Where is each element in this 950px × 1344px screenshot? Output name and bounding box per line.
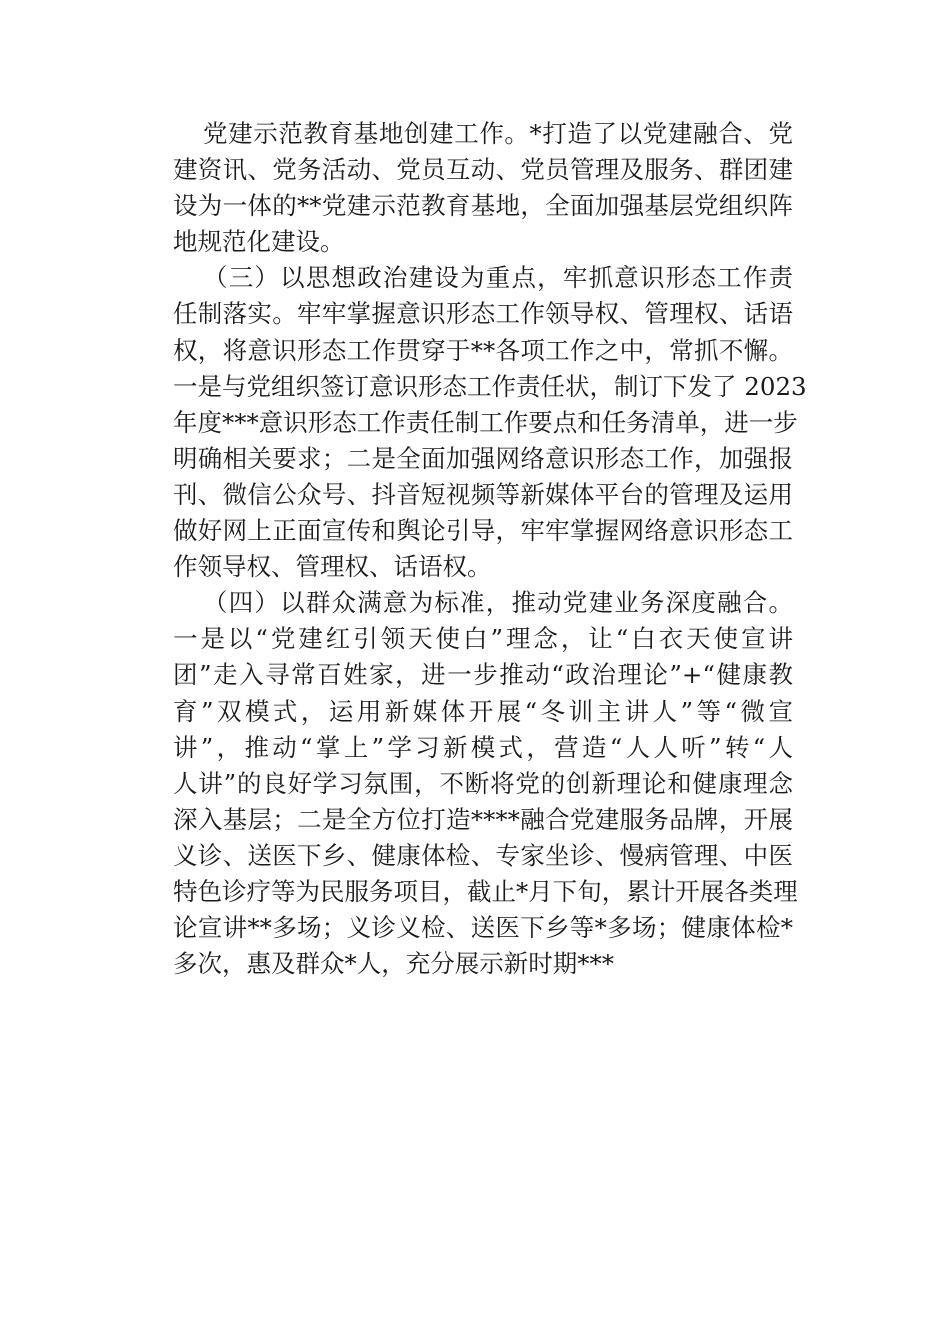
- text-line: 刊、微信公众号、抖音短视频等新媒体平台的管理及运用: [173, 479, 793, 509]
- text-line: 论宣讲**多场；义诊义检、送医下乡等*多场；健康体检*: [173, 913, 793, 943]
- text-line: （三）以思想政治建设为重点，牢抓意识形态工作责: [203, 263, 793, 293]
- text-line: 特色诊疗等为民服务项目，截止*月下旬，累计开展各类理: [173, 876, 798, 906]
- text-line: 设为一体的**党建示范教育基地，全面加强基层党组织阵: [173, 191, 793, 221]
- text-line: 讲”，推动“掌上”学习新模式，营造“人人听”转“人: [173, 732, 793, 762]
- text-line: 任制落实。牢牢掌握意识形态工作领导权、管理权、话语: [173, 299, 793, 329]
- text-line: 做好网上正面宣传和舆论引导，牢牢掌握网络意识形态工: [173, 516, 793, 546]
- text-line: （四）以群众满意为标准，推动党建业务深度融合。: [203, 588, 793, 618]
- text-line: 党建示范教育基地创建工作。*打造了以党建融合、党: [203, 119, 793, 148]
- text-line: 权，将意识形态工作贯穿于**各项工作之中，常抓不懈。: [173, 335, 793, 365]
- text-line: 人讲”的良好学习氛围，不断将党的创新理论和健康理念: [173, 768, 793, 798]
- paragraph-3: [173, 585, 798, 982]
- text-line: 义诊、送医下乡、健康体检、专家坐诊、慢病管理、中医: [173, 840, 793, 870]
- document-body: [173, 116, 807, 982]
- text-line: 团”走入寻常百姓家，进一步推动“政治理论”+“健康教: [173, 660, 793, 690]
- text-line: 明确相关要求；二是全面加强网络意识形态工作，加强报: [173, 443, 793, 473]
- text-line: 地规范化建设。: [173, 227, 345, 257]
- text-line: 年度***意识形态工作责任制工作要点和任务清单，进一步: [173, 407, 798, 437]
- text-line: 深入基层；二是全方位打造****融合党建服务品牌，开展: [173, 804, 793, 834]
- text-line: 建资讯、党务活动、党员互动、党员管理及服务、群团建: [173, 155, 793, 185]
- text-line: 作领导权、管理权、话语权。: [173, 552, 492, 582]
- text-line: 一是以“党建红引领天使白”理念，让“白衣天使宣讲: [173, 624, 793, 654]
- text-line: 多次，惠及群众*人，充分展示新时期***: [173, 949, 614, 979]
- text-line: 一是与党组织签订意识形态工作责任状，制订下发了 2023: [173, 371, 807, 401]
- text-line: 育”双模式，运用新媒体开展“冬训主讲人”等“微宣: [173, 696, 793, 726]
- paragraph-2: [173, 260, 807, 585]
- paragraph-1: [173, 116, 793, 260]
